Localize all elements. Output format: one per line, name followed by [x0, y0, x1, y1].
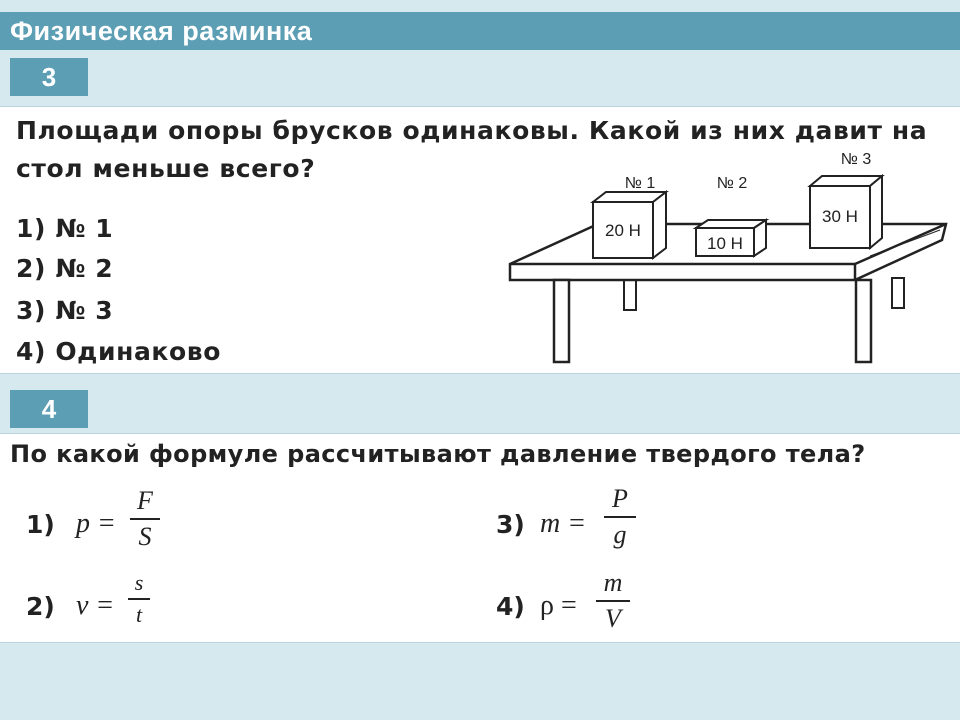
question-3-line-2: стол меньше всего? [16, 154, 316, 183]
option-3-numerator: P [612, 484, 628, 513]
question-4-text: По какой формуле рассчитывают давление твердого тела? [10, 440, 866, 468]
option-4-lhs: ρ = [540, 590, 577, 621]
block-3-weight: 30 Н [822, 207, 858, 226]
table-leg-back-left [624, 280, 636, 310]
block-3 [810, 176, 882, 248]
table-leg-front-left [554, 280, 569, 362]
block-3-label: № 3 [840, 151, 872, 168]
block-2 [696, 220, 766, 256]
option-1-number: 1) [26, 510, 55, 539]
table-leg-front-right [856, 280, 871, 362]
option-4-denominator: V [605, 604, 621, 633]
question-3-option-3[interactable]: 3) № 3 [16, 296, 114, 325]
option-3-number: 3) [496, 510, 525, 539]
option-1-fraction [130, 486, 160, 552]
option-2-numerator: s [134, 570, 144, 595]
question-3-option-2[interactable]: 2) № 2 [16, 254, 114, 283]
block-1-label: № 1 [624, 175, 656, 192]
slide-title: Физическая разминка [10, 16, 313, 46]
block-1-weight: 20 Н [605, 221, 641, 240]
block-1 [593, 192, 666, 258]
table-with-blocks-figure [500, 140, 960, 372]
question-4-badge: 4 [10, 390, 88, 428]
option-2-denominator: t [135, 602, 143, 627]
option-1-lhs: p = [76, 508, 116, 539]
option-2-fraction [128, 570, 150, 628]
block-2-weight: 10 Н [707, 234, 743, 253]
slide-title-bar [0, 12, 960, 50]
option-3-denominator: g [613, 520, 627, 549]
option-4-fraction [596, 568, 630, 634]
block-2-label: № 2 [716, 175, 748, 192]
table-leg-back-right [892, 278, 904, 308]
option-2-lhs: v = [76, 590, 115, 621]
option-1-denominator: S [138, 522, 152, 551]
option-2-number: 2) [26, 592, 55, 621]
question-3-option-4[interactable]: 4) Одинаково [16, 337, 221, 366]
option-4-number: 4) [496, 592, 525, 621]
option-3-fraction [604, 484, 636, 550]
option-1-numerator: F [137, 486, 153, 515]
option-3-lhs: m = [540, 508, 587, 539]
question-3-option-1[interactable]: 1) № 1 [16, 214, 114, 243]
question-3-badge: 3 [10, 58, 88, 96]
question-3-line-1: Площади опоры брусков одинаковы. Какой из них давит на [16, 116, 928, 145]
option-4-numerator: m [603, 568, 623, 597]
